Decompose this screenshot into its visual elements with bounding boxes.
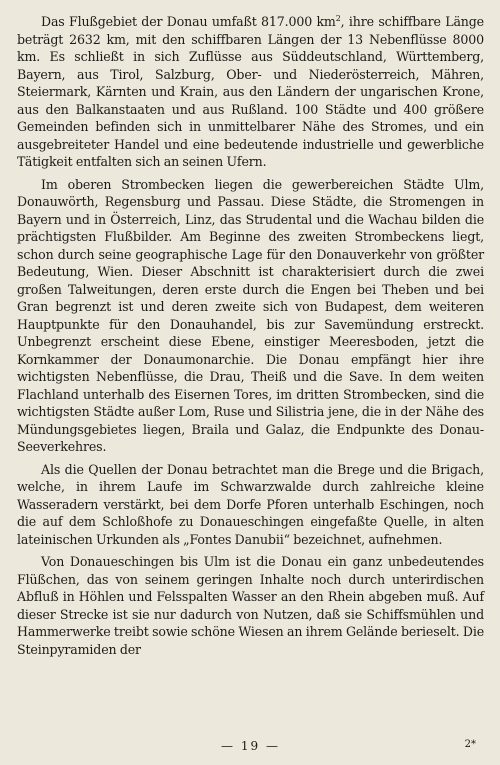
paragraph-1 — [17, 10, 484, 171]
page-footer — [17, 739, 484, 757]
paragraph-3: Als die Quellen der Donau betrachtet man die Brege und die Brigach, welche, in ihrem Laufe im Schwarzwalde durch zahlreiche kleine Wasseradern verstärkt, bei dem Dorfe Pforen unterhalb Eschingen, noch die auf dem Schloßhofe zu Donaueschingen eingefaßte Quelle, in alten lateinischen Urkunden als „Fontes Danubii“ bezeichnet, aufnehmen. — [17, 461, 484, 547]
superscript-2: 2 — [335, 14, 341, 23]
paragraph-1-text-end: , ihre schiffbare Länge beträgt 2632 km, mit den schiffbaren Längen der 13 Nebenflüsse 8000 km. Es schließt in sich Zuflüsse aus Süddeutschland, Württemberg, Bayern, aus Tirol, Salzburg, Ober- und Niederösterreich, Mähren, Steiermark, Kärnten und Krain, aus den Ländern der ungarischen Krone, aus den Balkanstaaten und aus Rußland. 100 Städte und 400 größere Gemeinden befinden sich in unmittelbarer Nähe des Stromes, und ein ausgebreiteter Handel und eine bedeutende industrielle und gewerbliche Tätigkeit entfalten sich an seinen Ufern. — [17, 14, 484, 169]
page-number: — 19 — — [221, 739, 280, 753]
signature-mark: 2* — [464, 739, 476, 750]
body-text — [17, 10, 484, 658]
paragraph-1-text-start: Das Flußgebiet der Donau umfaßt 817.000 km — [41, 14, 336, 29]
paragraph-2: Im oberen Strombecken liegen die gewerbereichen Städte Ulm, Donauwörth, Regensburg und Passau. Diese Städte, die Stromengen in Bayern und in Österreich, Linz, das Strudental und die Wachau bilden die prächtigsten Flußbilder. Am Beginne des zweiten Strombeckens liegt, schon durch seine geographische Lage für den Donauverkehr von größter Bedeutung, Wien. Dieser Abschnitt ist charakterisiert durch die zwei großen Talweitungen, deren erste durch die Engen bei Theben und bei Gran begrenzt ist und deren zweite sich von Budapest, dem weiteren Hauptpunkte für den Donauhandel, bis zur Savemündung erstreckt. Unbegrenzt erscheint diese Ebene, einstiger Meeresboden, jetzt die Kornkammer der Donaumonarchie. Die Donau empfängt hier ihre wichtigsten Nebenflüsse, die Drau, Theiß und die Save. In dem weiten Flachland unterhalb des Eisernen Tores, im dritten Strombecken, sind die wichtigsten Städte außer Lom, Ruse und Silistria jene, die in der Nähe des Mündungsgebietes liegen, Braila und Galaz, die Endpunkte des Donau-Seeverkehres. — [17, 176, 484, 454]
paragraph-4: Von Donaueschingen bis Ulm ist die Donau ein ganz unbedeutendes Flüßchen, das von seinem geringen Inhalte noch durch unterirdischen Abfluß in Höhlen und Felsspalten Wasser an den Rhein abgeben muß. Auf dieser Strecke ist sie nur dadurch von Nutzen, daß sie Schiffsmühlen und Hammerwerke treibt sowie schöne Wiesen an ihrem Gelände berieselt. Die Steinpyramiden der — [17, 554, 484, 657]
